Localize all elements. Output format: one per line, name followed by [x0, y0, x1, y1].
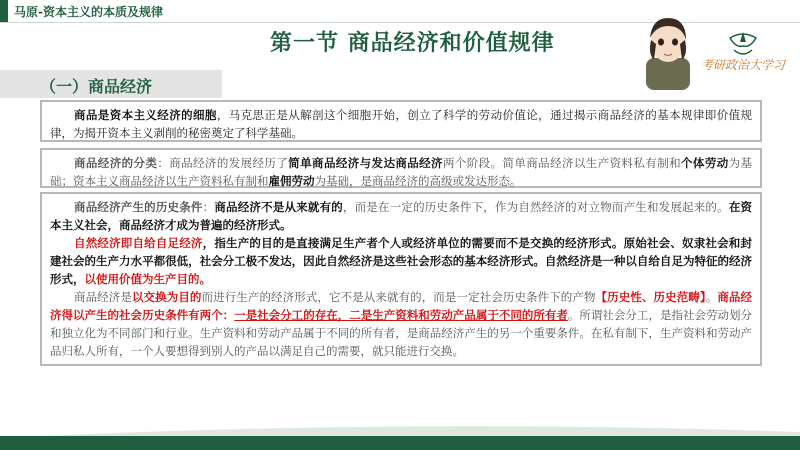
label-text: 商品经济的分类	[74, 156, 158, 170]
paragraph-2	[50, 234, 752, 288]
bold-text: 在资本主义社会，商品经济才成为普遍的经济形式。	[50, 200, 753, 232]
red-text: 以使用价值为生产目的。	[84, 272, 211, 286]
body-text: 为基础；资本主义商品经济以生产资料私有制和	[50, 156, 753, 188]
teacher-avatar	[640, 14, 696, 90]
red-text: 自然经济即自给自足经济	[74, 236, 203, 250]
bold-text: 商品是资本主义经济的细胞	[74, 108, 217, 122]
body-text: 商品经济是	[74, 290, 132, 304]
body-text: 。所谓社会分工，是指社会劳动划分和独立化为不同部门和行业。生产资料和劳动产品属于不同的所有者，是商品经济产生的另一个重要条件。在私有制下，生产资料和劳动产品归私人所有，一个人要想得到别人的产品以满足自己的需要，就只能进行交换。	[50, 308, 753, 358]
text-box-historical-conditions	[40, 192, 762, 366]
text-box-classification	[40, 148, 762, 188]
bold-text: 商品经济不是从来就有的	[214, 200, 343, 214]
paragraph-1	[50, 198, 752, 234]
body-text: 。	[705, 290, 718, 304]
body-text: 而进行生产的经济形式，它不是从来就有的，而是一定社会历史条件下的产物	[201, 290, 596, 304]
body-text: ，而是在一定的历史条件下，作为自然经济的对立物而产生和发展起来的。	[342, 200, 729, 214]
paragraph-3	[50, 288, 752, 360]
page-title: 第一节 商品经济和价值规律	[270, 31, 555, 56]
section-heading: （一）商品经济	[40, 77, 153, 96]
logo-text: 考研政治大学习	[700, 58, 785, 72]
red-underlined-text: 一是社会分工的存在，二是生产资料和劳动产品属于不同的所有者	[234, 308, 568, 322]
bold-text: ，指生产的目的是直接满足生产者个人或经济单位的需要而不是交换的经济形式。原始社会、奴隶社会和封建社会的生产力水平都很低，社会分工极不发达，因此自然经济是这些社会形态的基本经济形式。自然经济是一种以自给自足为特征的经济形式，	[50, 236, 752, 286]
breadcrumb: 马原-资本主义的本质及规律	[14, 5, 163, 19]
red-text: 以交换为目的	[131, 290, 202, 304]
body-text: ，马克思正是从解剖这个细胞开始，创立了科学的劳动价值论，通过揭示商品经济的基本规律即价值规律，为揭开资本主义剥削的秘密奠定了科学基础。	[50, 108, 753, 140]
label-text: 商品经济产生的历史条件	[74, 200, 203, 214]
body-text: 为基础，是商品经济的高级或发达形态。	[314, 174, 522, 188]
bottom-decoration	[0, 418, 800, 438]
bold-text: 简单商品经济与发达商品经济	[288, 156, 443, 170]
top-bar-accent	[0, 0, 8, 22]
red-text: 【历史性、历史范畴】	[595, 290, 706, 304]
bottom-bar	[0, 436, 800, 450]
bold-text: 雇佣劳动	[268, 174, 315, 188]
text-box-commodity-cell	[40, 100, 762, 142]
body-text: ：商品经济的发展经历了	[157, 156, 289, 170]
red-text: 商品经济得以产生的社会历史条件有两个：	[50, 290, 753, 322]
bold-text: 个体劳动	[681, 156, 729, 170]
body-text: 两个阶段。简单商品经济以生产资料私有制和	[442, 156, 682, 170]
body-text: ：	[202, 200, 215, 214]
